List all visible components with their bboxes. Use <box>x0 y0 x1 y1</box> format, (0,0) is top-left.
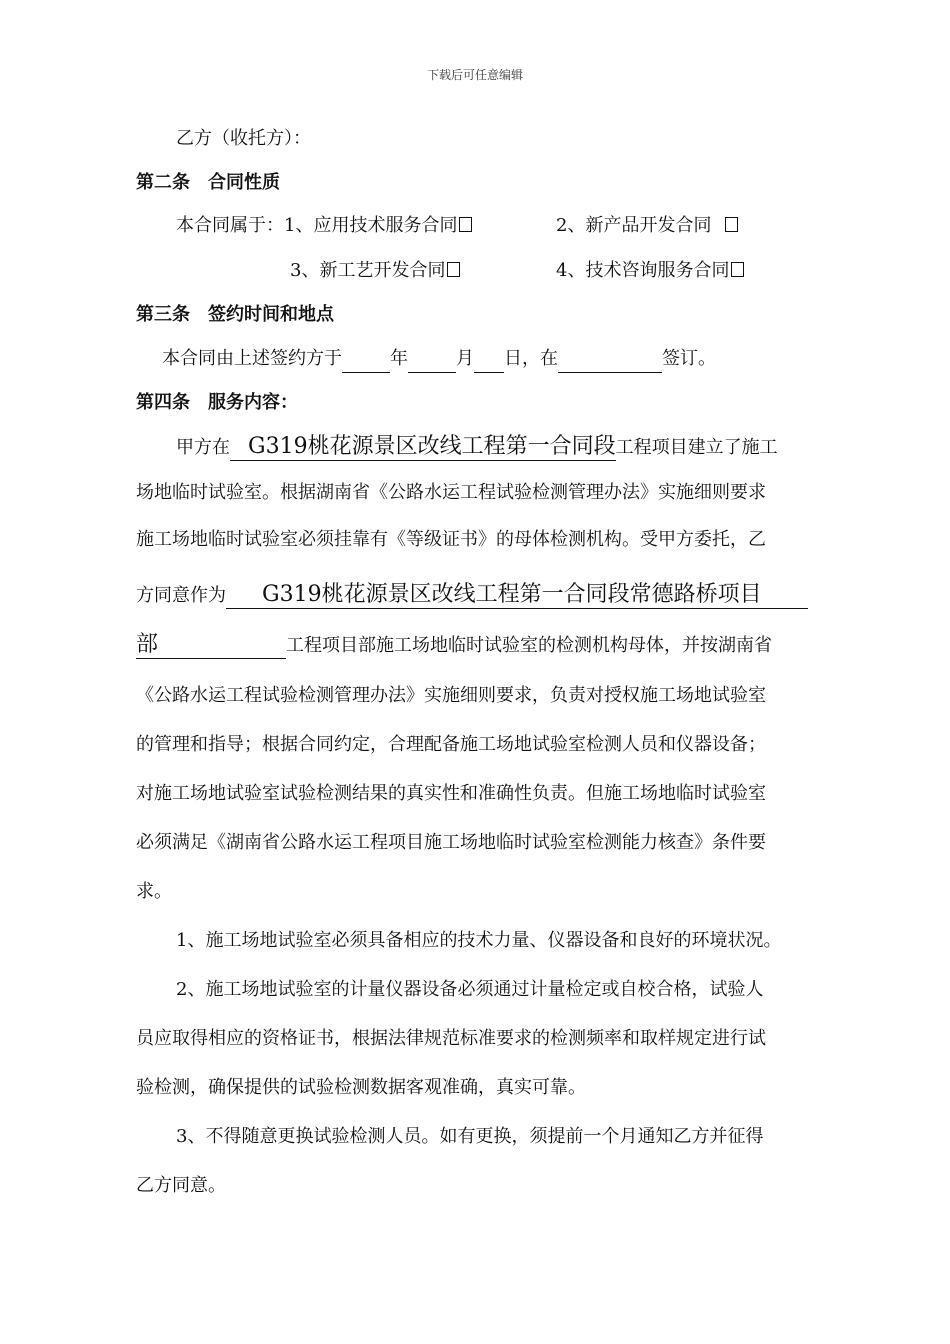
service-line-10: 求。 <box>136 881 172 902</box>
project-dept-underlined: G319桃花源景区改线工程第一合同段常德路桥项目 <box>226 582 808 609</box>
article-4-title: 第四条 服务内容： <box>136 392 298 413</box>
place-blank[interactable] <box>558 346 662 373</box>
service-line-9: 必须满足《湖南省公路水运工程项目施工场地临时试验室检测能力核查》条件要 <box>136 832 766 853</box>
month-blank[interactable] <box>408 346 456 373</box>
option-tech-consulting: 4、技术咨询服务合同 <box>556 260 730 281</box>
service-line-1 <box>176 434 816 461</box>
service-line-6: 《公路水运工程试验检测管理办法》实施细则要求，负责对授权施工场地试验室 <box>136 685 766 706</box>
day-blank[interactable] <box>474 346 504 373</box>
checkbox-icon[interactable] <box>459 217 472 232</box>
signing-time-place <box>162 346 842 373</box>
requirement-item-1: 1、施工场地试验室必须具备相应的技术力量、仪器设备和良好的环境状况。 <box>176 930 782 951</box>
option-new-product: 2、新产品开发合同 <box>556 215 712 236</box>
month-label: 月 <box>456 348 474 369</box>
checkbox-icon[interactable] <box>731 262 744 277</box>
requirement-item-2-line-2: 员应取得相应的资格证书，根据法律规范标准要求的检测频率和取样规定进行试 <box>136 1028 766 1049</box>
page-header-note: 下载后可任意编辑 <box>426 68 523 82</box>
article-2-title: 第二条 合同性质 <box>136 172 280 193</box>
option-consulting-group <box>556 258 744 284</box>
project-name-underlined: G319桃花源景区改线工程第一合同段 <box>230 434 616 461</box>
party-a-text: 甲方在 <box>176 437 230 458</box>
contract-type-row-2 <box>290 258 950 284</box>
option-new-product-group <box>556 213 738 239</box>
article-3-title: 第三条 签约时间和地点 <box>136 304 334 325</box>
project-dept-underlined-cont: 部 <box>136 632 286 659</box>
requirement-item-2-line-3: 验检测，确保提供的试验检测数据客观准确，真实可靠。 <box>136 1077 586 1098</box>
service-line-3: 施工场地临时试验室必须挂靠有《等级证书》的母体检测机构。受甲方委托，乙 <box>136 529 766 550</box>
signing-text: 本合同由上述签约方于 <box>162 348 342 369</box>
day-label: 日，在 <box>504 348 558 369</box>
checkbox-icon[interactable] <box>447 262 460 277</box>
service-line-5-tail: 工程项目部施工场地临时试验室的检测机构母体，并按湖南省 <box>286 635 772 656</box>
agree-as-text: 方同意作为 <box>136 585 226 606</box>
contract-type-intro: 本合同属于： <box>176 215 284 236</box>
year-label: 年 <box>390 348 408 369</box>
signed-label: 签订。 <box>662 348 716 369</box>
service-line-4 <box>136 582 816 609</box>
requirement-item-2-line-1: 2、施工场地试验室的计量仪器设备必须通过计量检定或自校合格，试验人 <box>176 979 764 1000</box>
service-line-8: 对施工场地试验室试验检测结果的真实性和准确性负责。但施工场地临时试验室 <box>136 783 766 804</box>
requirement-item-3-line-1: 3、不得随意更换试验检测人员。如有更换，须提前一个月通知乙方并征得 <box>176 1126 764 1147</box>
year-blank[interactable] <box>342 346 390 373</box>
checkbox-icon[interactable] <box>725 217 738 232</box>
requirement-item-3-line-2: 乙方同意。 <box>136 1175 226 1196</box>
contract-type-row-1 <box>176 213 856 239</box>
party-b-label: 乙方（收托方）： <box>176 128 311 149</box>
service-line-7: 的管理和指导；根据合同约定，合理配备施工场地试验室检测人员和仪器设备； <box>136 734 766 755</box>
option-applied-tech-service: 1、应用技术服务合同 <box>284 215 458 236</box>
service-line-5 <box>136 632 816 659</box>
option-new-process: 3、新工艺开发合同 <box>290 260 446 281</box>
service-line-1-tail: 工程项目建立了施工 <box>615 437 778 458</box>
service-line-2: 场地临时试验室。根据湖南省《公路水运工程试验检测管理办法》实施细则要求 <box>136 482 766 503</box>
